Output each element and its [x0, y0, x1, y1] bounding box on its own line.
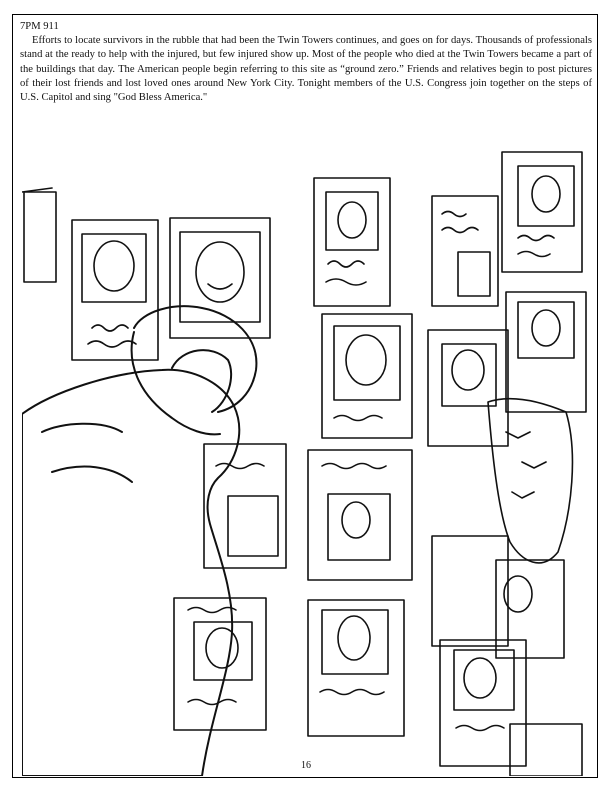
poster-photo	[326, 192, 378, 250]
scribble-text	[518, 236, 554, 257]
face	[342, 502, 370, 538]
poster	[322, 314, 412, 438]
smile	[208, 284, 232, 289]
face	[532, 176, 560, 212]
scribble-text	[88, 325, 136, 347]
text-block	[20, 20, 592, 105]
face	[532, 310, 560, 346]
scribble-text	[442, 212, 478, 233]
face	[94, 241, 134, 291]
poster-photo	[334, 326, 400, 400]
body-paragraph: Efforts to locate survivors in the rubble that had been the Twin Towers continues, and goes on for days. Thousands of professionals stand at the ready to help with the injured, but few injured show up. Most of the people who died at the Twin Towers became a part of the buildings that day. The American people begin referring to this site as “ground zero.” Friends and relatives begin to post pictures of their lost friends and lost loved ones around New York City. Tonight members of the U.S. Congress join together on the steps of U.S. Capitol and sing "God Bless America."	[20, 35, 592, 104]
face	[196, 242, 244, 302]
coloring-illustration	[22, 132, 590, 776]
poster-photo	[442, 344, 496, 406]
poster	[170, 218, 270, 338]
poster	[24, 192, 56, 282]
face	[206, 628, 238, 668]
scribble-text	[334, 416, 382, 421]
face	[346, 335, 386, 385]
scribble-text	[456, 726, 504, 731]
poster-photo	[328, 494, 390, 560]
poster-photo	[180, 232, 260, 322]
grieving-man	[22, 306, 256, 776]
flag-stars	[506, 432, 546, 498]
scribble-text	[216, 464, 264, 469]
face	[338, 616, 370, 660]
scribble-text	[188, 700, 236, 705]
draped-flag	[488, 399, 572, 563]
hand-on-face	[172, 350, 231, 412]
scribble-text	[320, 690, 384, 695]
face	[338, 202, 366, 238]
clothing-folds	[42, 424, 132, 482]
poster-photo	[228, 496, 278, 556]
body-outline	[22, 370, 239, 776]
poster-photo	[518, 166, 574, 226]
posters	[24, 152, 586, 776]
time-heading: 7PM 911	[20, 21, 59, 32]
face	[452, 350, 484, 390]
page-number: 16	[301, 760, 311, 771]
poster-photo	[496, 560, 564, 658]
poster	[432, 196, 498, 306]
scribble-text	[322, 464, 386, 469]
flag	[488, 399, 572, 563]
poster-photo	[458, 252, 490, 296]
poster-photo	[194, 622, 252, 680]
scribble-text	[188, 608, 236, 613]
face	[464, 658, 496, 698]
face-hidden	[132, 332, 220, 434]
poster-photo	[322, 610, 388, 674]
poster	[204, 444, 286, 568]
scribble-text	[326, 261, 366, 285]
